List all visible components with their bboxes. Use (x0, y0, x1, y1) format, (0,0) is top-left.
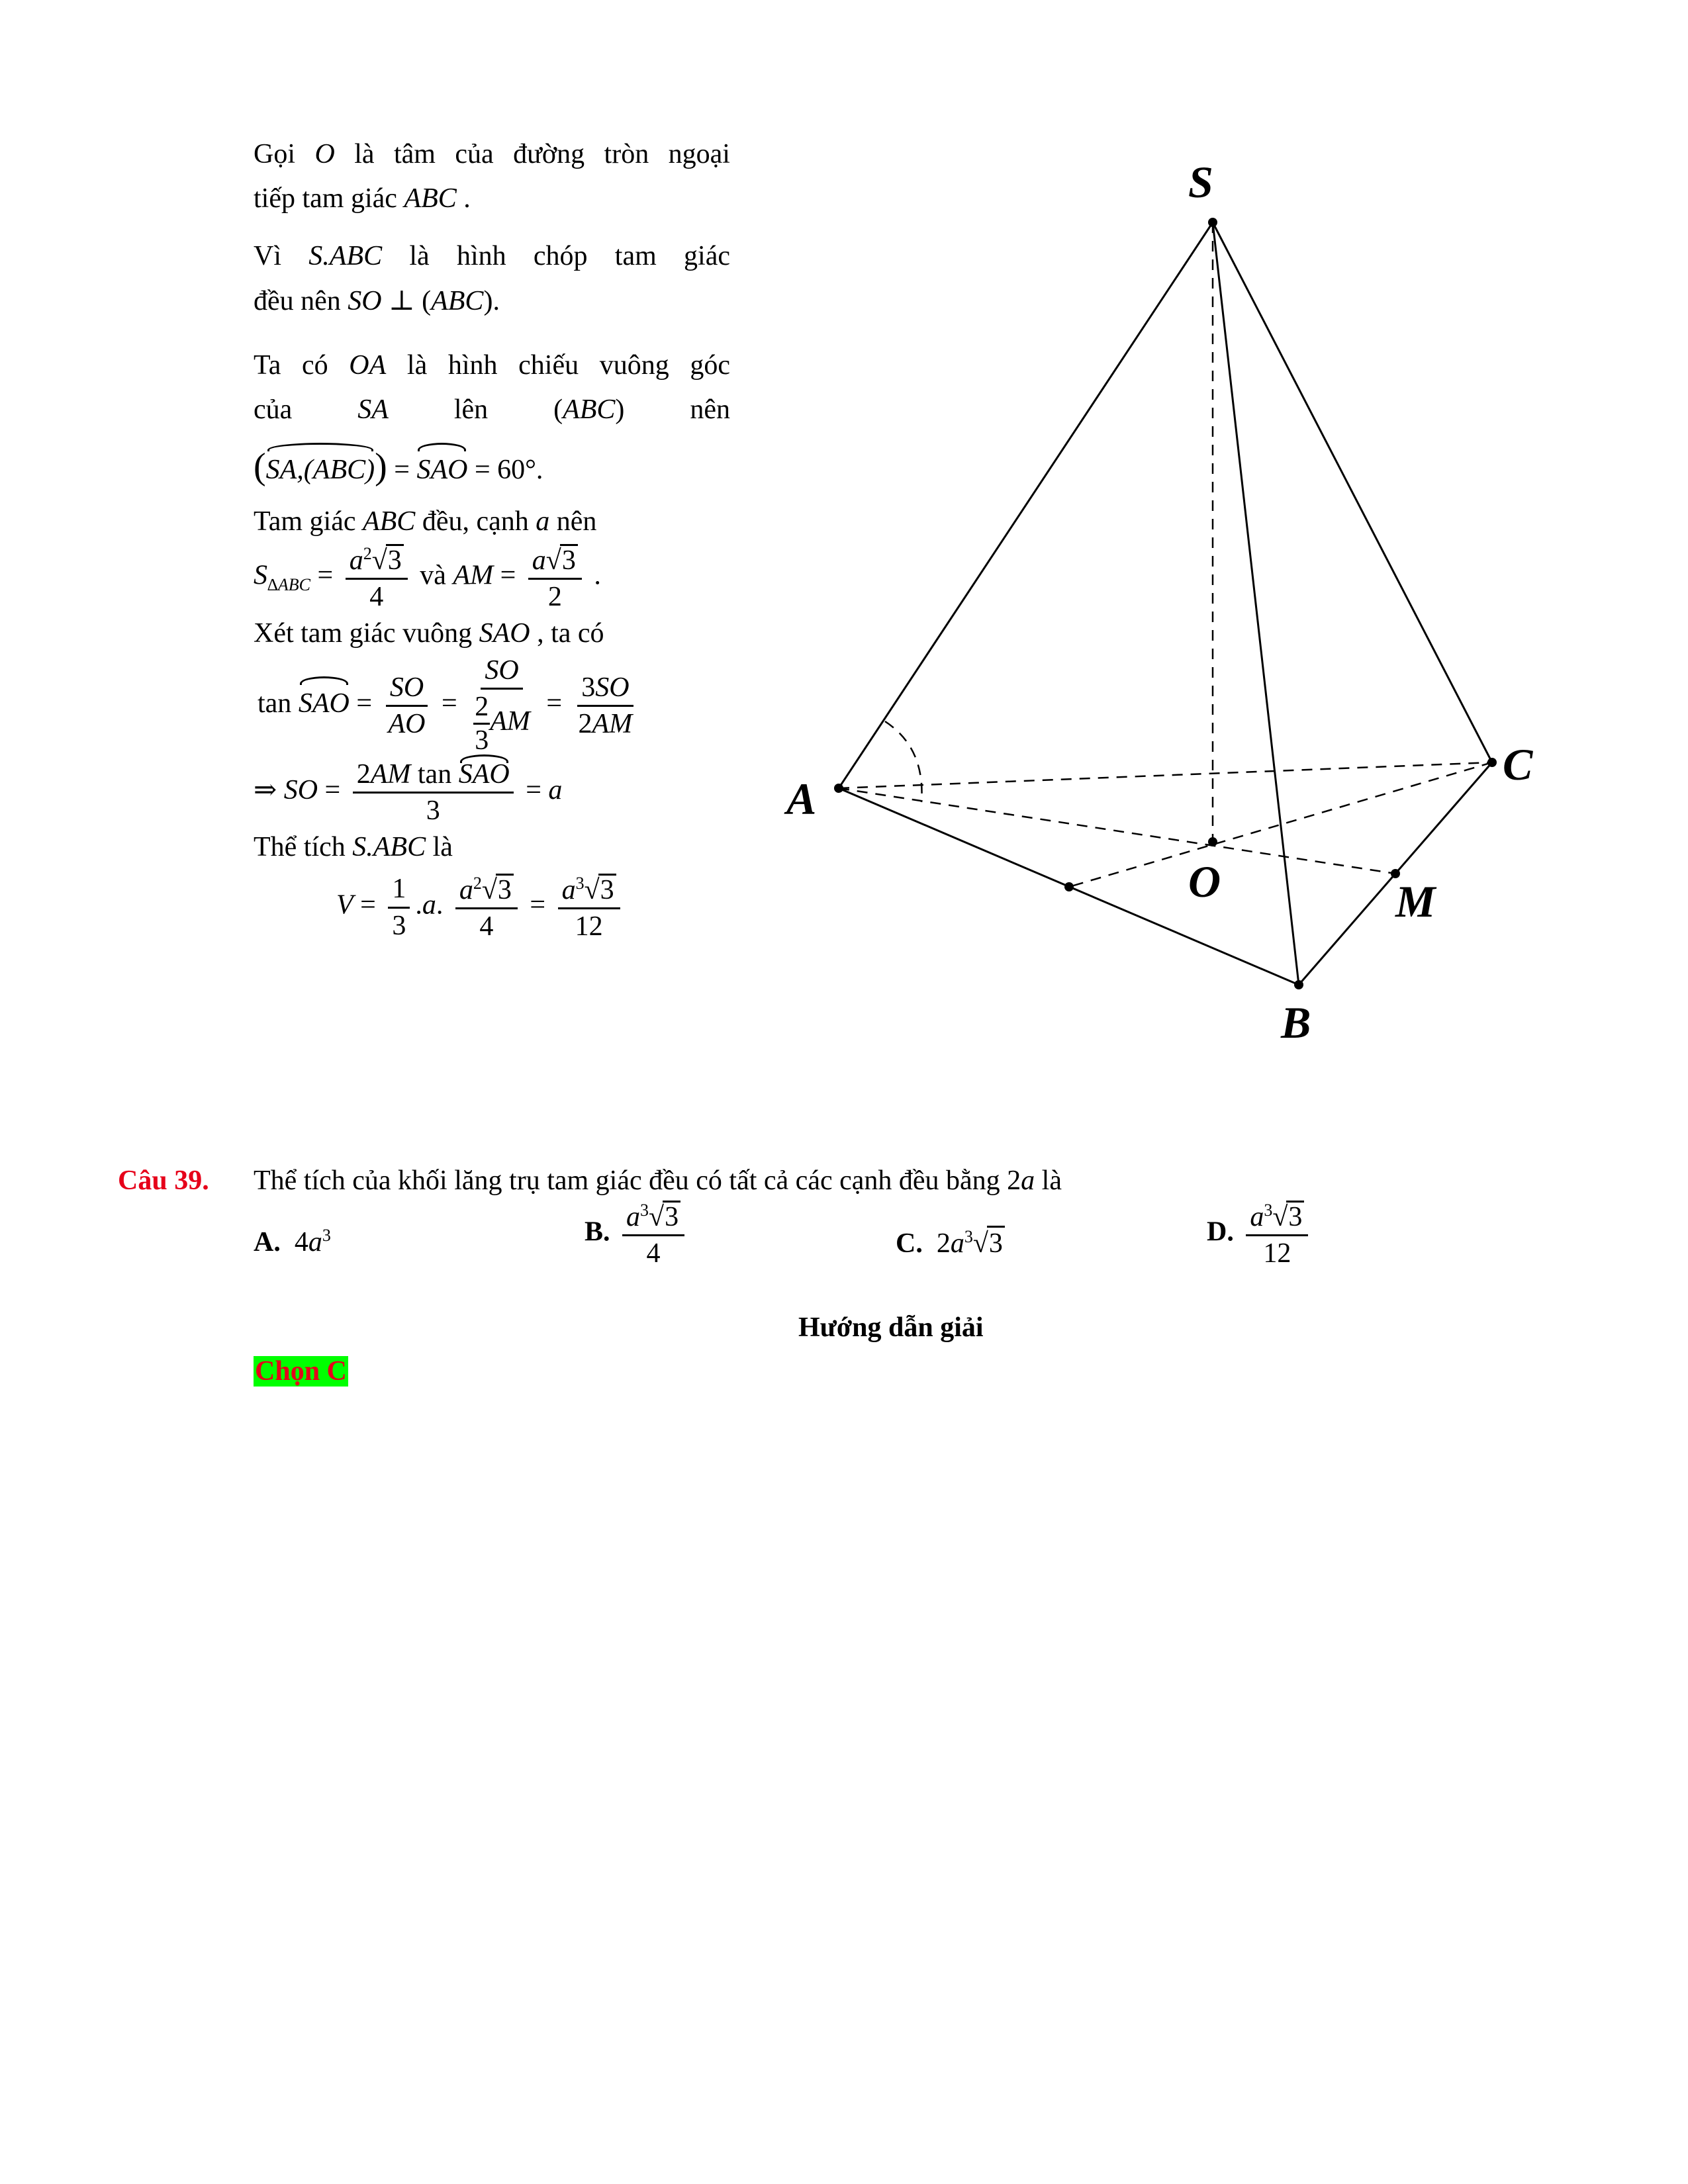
solution-p3: Ta có OA là hình chiếu vuông góc của SA lên (ABC) nên (SA,(ABC)) = SAO = 60°. (254, 343, 743, 497)
edge-AC-hidden (839, 762, 1492, 788)
answer-line (254, 1355, 348, 1387)
label-S: S (1188, 157, 1213, 207)
solution-p2: Vì S.ABC là hình chóp tam giác đều nên SO ⊥ (ABC). (254, 241, 730, 316)
point-A (834, 784, 843, 793)
area-equation: $S_{\Delta ABC}$ = $\frac{a^2√3}{4}$ và AM = $\frac{a√3}{2}$ . (254, 543, 601, 612)
question-39 (118, 1165, 1574, 1293)
solution-p6: Thể tích S.ABC là V = $\frac{1}{3}$ .a. $\frac{a^2√3}{4}$ = $\frac{a^3√3}{12}$ (254, 825, 743, 941)
point-B (1294, 980, 1303, 989)
option-b[interactable]: B. $\frac{a^3√3}{4}$ (585, 1201, 690, 1268)
point-N (1064, 882, 1074, 891)
option-c[interactable]: C. $2a^3√3$ (896, 1226, 1005, 1259)
solution-p5: Xét tam giác vuông SAO , ta có tan SAO = $\frac{SO}{AO}$ = SO $\frac{2}{3}$ AM = $\frac{3SO}{2AM}$ ⇒ SO = $\frac{\text{2AM tan SAO}}{3}$ = a (254, 612, 743, 825)
edge-SA (839, 222, 1213, 788)
point-S (1208, 218, 1217, 227)
label-B: B (1281, 997, 1311, 1048)
tan-equation: tan SAO = $\frac{SO}{AO}$ = SO $\frac{2}{3}$ AM = $\frac{3SO}{2AM}$ (258, 655, 633, 756)
volume-equation: V = $\frac{1}{3}$ .a. $\frac{a^2√3}{4}$ = $\frac{a^3√3}{12}$ (336, 874, 743, 941)
label-O: O (1188, 856, 1221, 907)
point-C (1487, 758, 1497, 767)
point-O (1208, 837, 1217, 846)
so-equation: ⇒ SO = $\frac{\text{2AM tan SAO}}{3}$ = a (254, 758, 563, 826)
angle-arc (885, 721, 922, 802)
option-a[interactable]: A. $4a^3$ (254, 1226, 331, 1257)
option-d[interactable]: D. $\frac{a^3√3}{12}$ (1207, 1201, 1313, 1268)
label-A: A (786, 774, 817, 824)
median-AM (839, 788, 1395, 874)
label-M: M (1395, 876, 1436, 927)
question-text: Thể tích của khối lăng trụ tam giác đều có tất cả các cạnh đều bằng 2a là (254, 1165, 1062, 1196)
angle-equation: (SA,(ABC)) = SAO = 60°. (254, 437, 743, 497)
edge-SC (1213, 222, 1492, 762)
solution-p1: Gọi O là tâm của đường tròn ngoại tiếp tam giác ABC . (254, 139, 730, 214)
options-row (118, 1201, 1574, 1293)
question-number: Câu 39. (118, 1165, 209, 1196)
solution-p4: Tam giác ABC đều, cạnh a nên $S_{\Delta ABC}$ = $\frac{a^2√3}{4}$ và AM = $\frac{a√3}{2}$ . (254, 500, 743, 612)
answer-badge: Chọn C (255, 1356, 347, 1387)
edge-SB (1213, 222, 1299, 985)
label-C: C (1503, 739, 1533, 790)
guide-title: Hướng dẫn giải (798, 1312, 984, 1343)
